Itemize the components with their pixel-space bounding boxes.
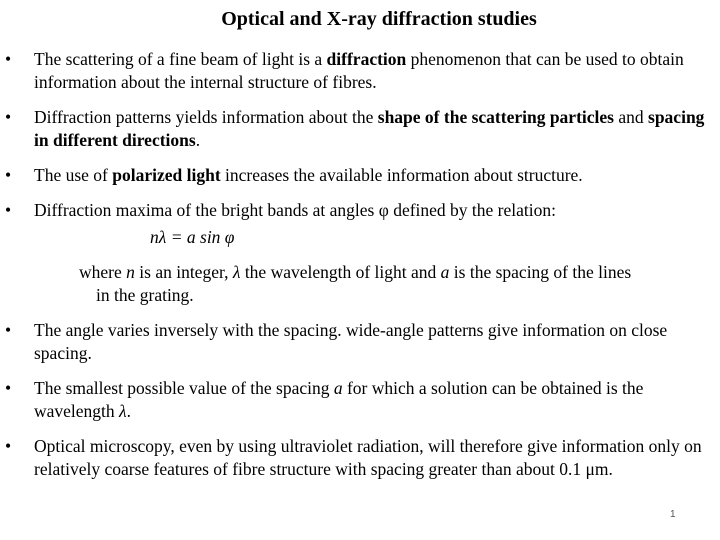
bullet-item [5, 377, 714, 423]
bullet-item [5, 435, 714, 481]
bullet-item [5, 106, 714, 152]
equation-explanation [79, 261, 714, 307]
bullet-emphasis: diffraction [326, 49, 407, 69]
bullet-text: The scattering of a fine beam of light is a [34, 49, 327, 69]
slide-body [5, 48, 714, 493]
bullet-dot: • [5, 320, 12, 340]
bullet-item [5, 319, 714, 365]
variable-a: a [440, 262, 450, 282]
bullet-dot: • [5, 200, 12, 220]
bullet-text: The smallest possible value of the spacing [34, 378, 334, 398]
page-number: 1 [670, 509, 676, 520]
bullet-text: Optical microscopy, even by using ultraviolet radiation, will therefore give information only on relatively coarse features of fibre structure with spacing greater than about 0.1 μm. [34, 436, 702, 479]
bullet-dot: • [5, 49, 12, 69]
bullet-emphasis: spacing in different directions [34, 107, 705, 150]
bullet-text: increases the available information about structure. [220, 165, 583, 185]
bullet-text: The use of [34, 165, 113, 185]
bullet-emphasis: shape of the scattering particles [377, 107, 614, 127]
variable-n: n [126, 262, 135, 282]
variable-lambda: λ [119, 401, 127, 421]
bullet-text: and [613, 107, 649, 127]
bullet-emphasis: polarized light [112, 165, 221, 185]
explanation-text: the wavelength of light and [240, 262, 441, 282]
bullet-item [5, 199, 714, 222]
bullet-text: Diffraction patterns yields information about the [34, 107, 378, 127]
bullet-text: Diffraction maxima of the bright bands at angles φ defined by the relation: [34, 200, 556, 220]
bullet-dot: • [5, 378, 12, 398]
bullet-text: for which a solution can be obtained is the wavelength [34, 378, 644, 421]
bullet-dot: • [5, 165, 12, 185]
explanation-text: in the grating. [96, 285, 194, 305]
bullet-dot: • [5, 436, 12, 456]
equation: nλ = a sin φ [150, 227, 235, 247]
bullet-item [5, 164, 714, 187]
explanation-text: is the spacing of the lines [449, 262, 632, 282]
bullet-text: . [126, 401, 132, 421]
variable-a: a [333, 378, 343, 398]
variable-lambda: λ [232, 262, 241, 282]
explanation-text: where [79, 262, 127, 282]
explanation-text: is an integer, [134, 262, 233, 282]
bullet-text: . [195, 130, 201, 150]
slide-title: Optical and X-ray diffraction studies [221, 8, 537, 30]
bullet-text: phenomenon that can be used to obtain information about the internal structure of fibres. [34, 49, 684, 92]
bullet-item [5, 48, 714, 94]
bullet-text: The angle varies inversely with the spacing. wide-angle patterns give information on close spacing. [34, 320, 668, 363]
bullet-dot: • [5, 107, 12, 127]
